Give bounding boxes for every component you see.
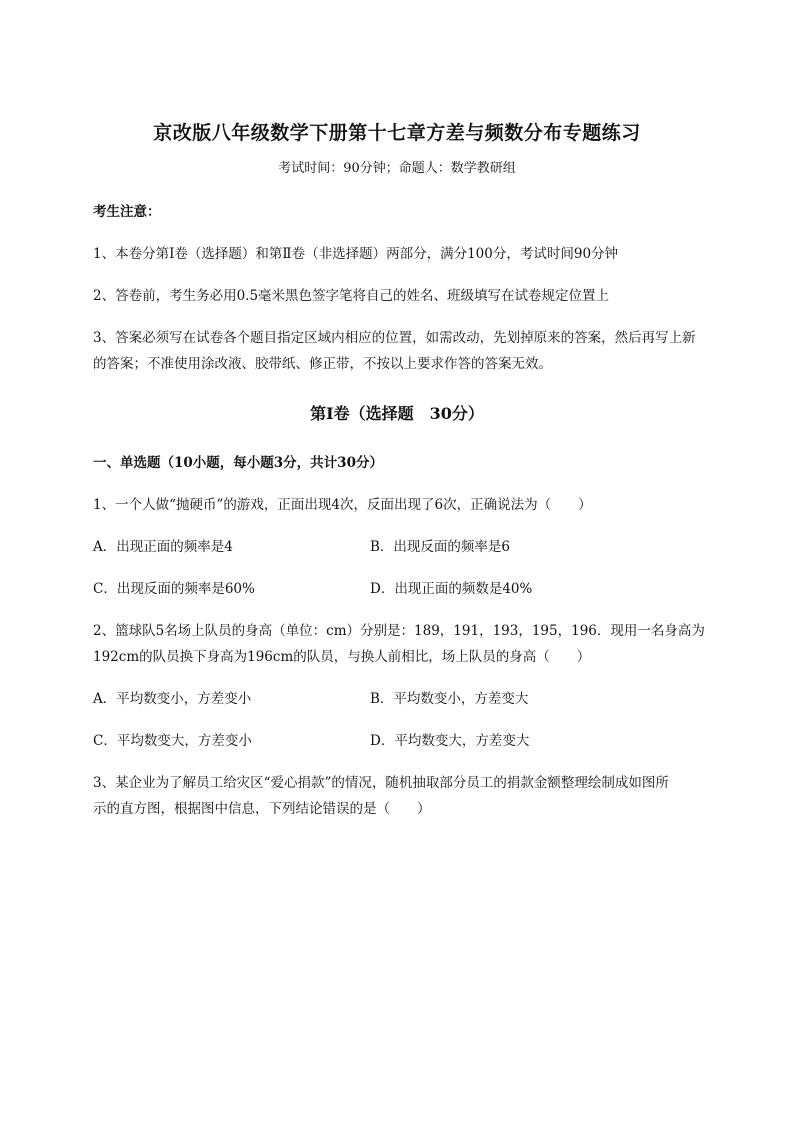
notice-heading: 考生注意： — [93, 204, 161, 220]
question-2-stem-line-2: 192cm的队员换下身高为196cm的队员，与换人前相比，场上队员的身高（ ） — [93, 649, 591, 665]
question-1-option-b: B．出现反面的频率是6 — [370, 539, 511, 555]
question-1-option-d: D．出现正面的频数是40% — [370, 581, 533, 597]
page-title: 京改版八年级数学下册第十七章方差与频数分布专题练习 — [153, 122, 641, 144]
question-2-option-b: B．平均数变小，方差变大 — [370, 691, 529, 707]
question-2-option-c: C．平均数变大，方差变小 — [93, 733, 252, 749]
question-3-stem-line-1: 3、某企业为了解员工给灾区“爱心捐款”的情况，随机抽取部分员工的捐款金额整理绘制成如图所 — [93, 775, 669, 791]
question-3-stem-line-2: 示的直方图，根据图中信息，下列结论错误的是（ ） — [93, 801, 431, 817]
question-2-option-d: D．平均数变大，方差变大 — [370, 733, 530, 749]
question-2-stem-line-1: 2、篮球队5名场上队员的身高（单位：cm）分别是：189，191，193，195，196．现用一名身高为 — [93, 623, 705, 639]
question-1-option-c: C．出现反面的频率是60% — [93, 581, 255, 597]
question-2-option-a: A．平均数变小，方差变小 — [93, 691, 252, 707]
exam-info: 考试时间：90分钟；命题人：数学教研组 — [278, 161, 516, 176]
question-1-stem: 1、一个人做“抛硬币”的游戏，正面出现4次，反面出现了6次，正确说法为（ ） — [93, 497, 592, 513]
notice-item-2: 2、答卷前，考生务必用0.5毫米黑色签字笔将自己的姓名、班级填写在试卷规定位置上 — [93, 288, 610, 304]
question-1-option-a: A．出现正面的频率是4 — [93, 539, 233, 555]
notice-item-3: 3、答案必须写在试卷各个题目指定区域内相应的位置，如需改动，先划掉原来的答案，然后再写上新 — [93, 330, 696, 346]
part-heading: 一、单选题（10小题，每小题3分，共计30分） — [93, 455, 383, 471]
notice-item-3-continued: 的答案；不准使用涂改液、胶带纸、修正带，不按以上要求作答的答案无效。 — [93, 356, 552, 372]
section-title: 第I卷（选择题 30分） — [310, 404, 484, 423]
notice-item-1: 1、本卷分第I卷（选择题）和第Ⅱ卷（非选择题）两部分，满分100分，考试时间90分钟 — [93, 246, 619, 262]
